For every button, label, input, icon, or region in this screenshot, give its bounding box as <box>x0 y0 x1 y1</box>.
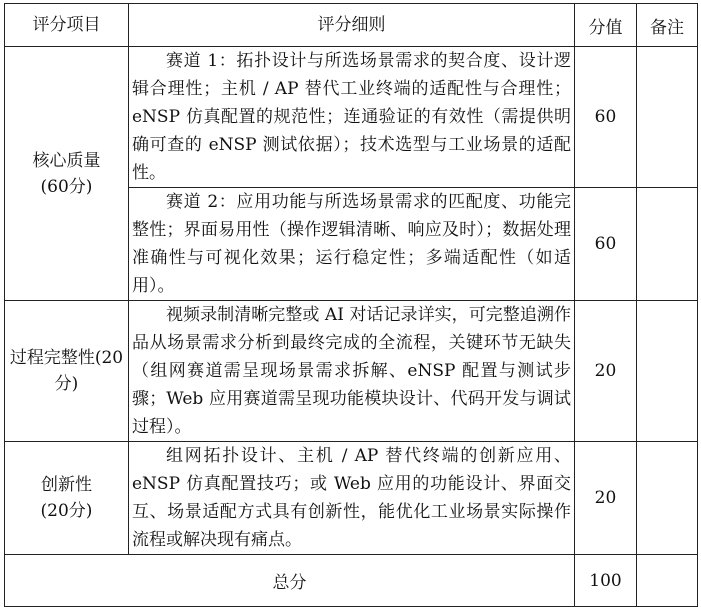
note-cell <box>637 188 698 301</box>
score-innovation: 20 <box>575 442 637 555</box>
detail-text: 组网拓扑设计、主机 / AP 替代终端的创新应用、eNSP 仿真配置技巧；或 Web 应用的功能设计、界面交互、场景适配方式具有创新性，能优化工业场景实际操作流程或解决现有痛点。 <box>132 446 571 550</box>
header-score: 分值 <box>575 4 637 47</box>
detail-innovation <box>129 442 575 555</box>
detail-text: 赛道 2：应用功能与所选场景需求的匹配度、功能完整性；界面易用性（操作逻辑清晰、响应及时）；数据处理准确性与可视化效果；运行稳定性；多端适配性（如适用）。 <box>132 192 571 296</box>
detail-track-2 <box>129 188 575 301</box>
total-score: 100 <box>575 555 637 607</box>
detail-text: 赛道 1：拓扑设计与所选场景需求的契合度、设计逻辑合理性；主机 / AP 替代工业终端的适配性与合理性；eNSP 仿真配置的规范性；连通验证的有效性（需提供明确可查的 eNSP 测试依据）；技术选型与工业场景的适配性。 <box>132 51 571 183</box>
table-header-row <box>5 4 698 47</box>
category-process-completeness: 过程完整性(20 分) <box>5 301 129 442</box>
score-track-2: 60 <box>575 188 637 301</box>
detail-track-1 <box>129 47 575 188</box>
score-process: 20 <box>575 301 637 442</box>
note-cell <box>637 47 698 188</box>
header-detail: 评分细则 <box>129 4 575 47</box>
note-cell <box>637 301 698 442</box>
table-row <box>5 301 698 442</box>
category-innovation: 创新性 (20分) <box>5 442 129 555</box>
table-row <box>5 442 698 555</box>
header-item: 评分项目 <box>5 4 129 47</box>
total-label: 总分 <box>5 555 575 607</box>
scoring-table <box>4 3 698 607</box>
category-core-quality: 核心质量 (60分) <box>5 47 129 301</box>
detail-process <box>129 301 575 442</box>
score-track-1: 60 <box>575 47 637 188</box>
note-cell <box>637 442 698 555</box>
detail-text: 视频录制清晰完整或 AI 对话记录详实，可完整追溯作品从场景需求分析到最终完成的全流程，关键环节无缺失（组网赛道需呈现场景需求拆解、eNSP 配置与测试步骤；Web 应用赛道需呈现功能模块设计、代码开发与调试过程）。 <box>132 305 571 437</box>
header-note: 备注 <box>637 4 698 47</box>
table-row <box>5 47 698 188</box>
